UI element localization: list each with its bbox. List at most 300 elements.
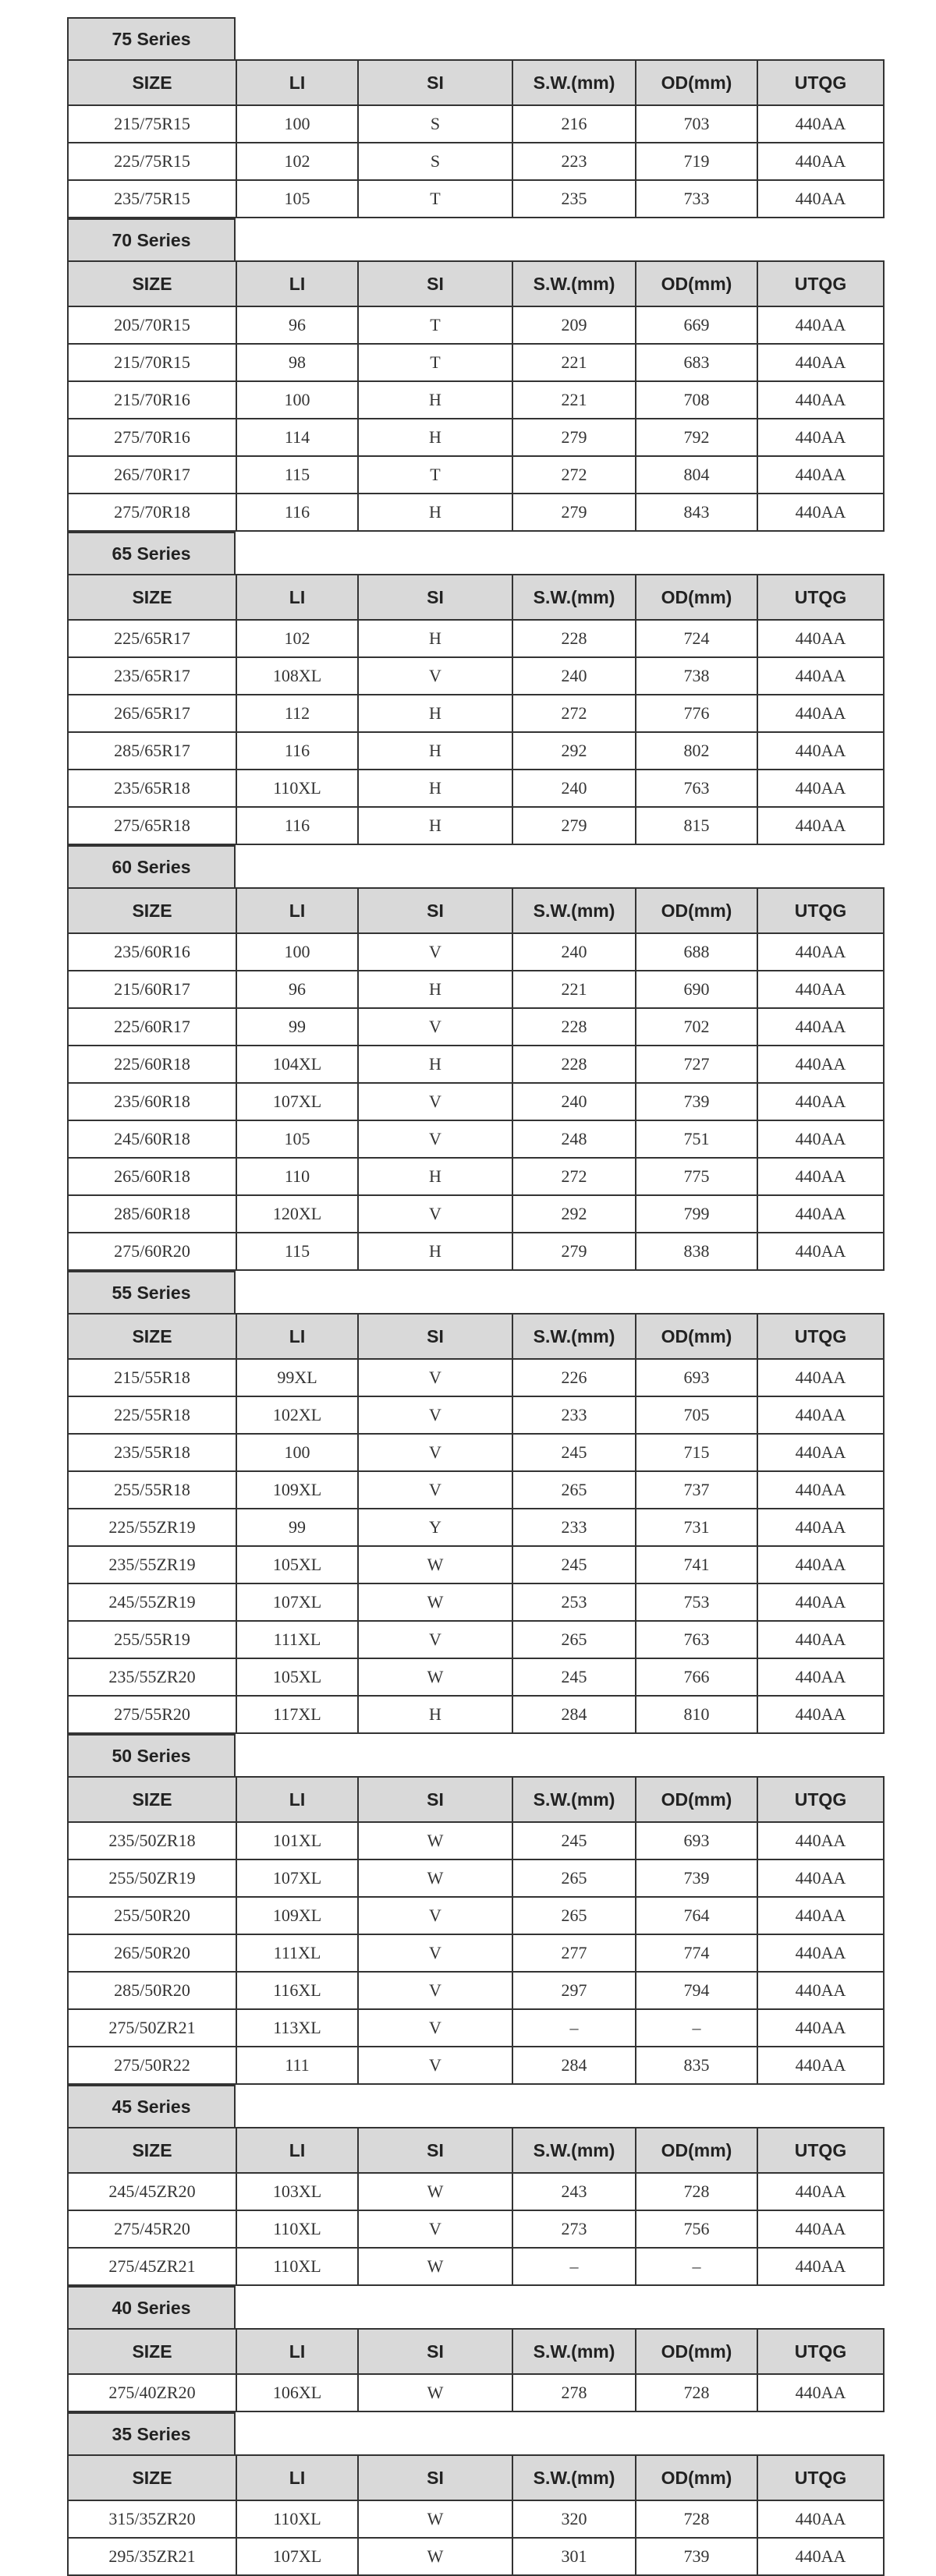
table-row [68, 1120, 884, 1158]
cell-si: H [358, 971, 512, 1008]
cell-size: 275/45ZR21 [68, 2248, 236, 2285]
cell-si: V [358, 1897, 512, 1934]
cell-li: 120XL [236, 1195, 358, 1233]
cell-sw: 320 [512, 2500, 636, 2538]
cell-si: W [358, 2173, 512, 2210]
cell-li: 110XL [236, 2500, 358, 2538]
cell-sw: 245 [512, 1658, 636, 1696]
cell-li: 96 [236, 306, 358, 344]
cell-size: 235/65R17 [68, 657, 236, 695]
cell-od: 835 [636, 2047, 757, 2084]
table-row [68, 657, 884, 695]
cell-od: 719 [636, 143, 757, 180]
cell-utqg: 440AA [757, 2538, 884, 2575]
cell-od: 705 [636, 1396, 757, 1434]
column-header-si: SI [358, 2128, 512, 2173]
cell-od: 802 [636, 732, 757, 770]
cell-li: 107XL [236, 2538, 358, 2575]
cell-li: 102 [236, 143, 358, 180]
cell-utqg: 440AA [757, 1822, 884, 1859]
cell-si: V [358, 1434, 512, 1471]
cell-sw: 228 [512, 620, 636, 657]
cell-utqg: 440AA [757, 381, 884, 419]
table-row [68, 1621, 884, 1658]
cell-utqg: 440AA [757, 456, 884, 494]
cell-od: 728 [636, 2500, 757, 2538]
cell-size: 235/75R15 [68, 180, 236, 218]
column-header-size: SIZE [68, 60, 236, 105]
cell-si: V [358, 1471, 512, 1509]
cell-size: 275/60R20 [68, 1233, 236, 1270]
cell-size: 275/40ZR20 [68, 2374, 236, 2411]
cell-od: 763 [636, 770, 757, 807]
cell-si: H [358, 494, 512, 531]
cell-utqg: 440AA [757, 2173, 884, 2210]
series-label: 40 Series [67, 2286, 236, 2328]
series-block [67, 2412, 883, 2576]
cell-si: H [358, 732, 512, 770]
cell-utqg: 440AA [757, 2248, 884, 2285]
cell-sw: 245 [512, 1434, 636, 1471]
cell-sw: 221 [512, 344, 636, 381]
header-row [68, 2455, 884, 2500]
cell-li: 113XL [236, 2009, 358, 2047]
cell-size: 295/35ZR21 [68, 2538, 236, 2575]
cell-li: 115 [236, 456, 358, 494]
table-row [68, 1822, 884, 1859]
cell-li: 106XL [236, 2374, 358, 2411]
cell-li: 116XL [236, 1972, 358, 2009]
cell-utqg: 440AA [757, 2210, 884, 2248]
cell-li: 100 [236, 105, 358, 143]
cell-utqg: 440AA [757, 2047, 884, 2084]
cell-si: V [358, 1359, 512, 1396]
cell-od: 738 [636, 657, 757, 695]
cell-od: 792 [636, 419, 757, 456]
cell-utqg: 440AA [757, 1120, 884, 1158]
cell-li: 99 [236, 1008, 358, 1046]
cell-size: 255/55R18 [68, 1471, 236, 1509]
cell-size: 285/60R18 [68, 1195, 236, 1233]
cell-od: 741 [636, 1546, 757, 1583]
cell-sw: 216 [512, 105, 636, 143]
cell-li: 104XL [236, 1046, 358, 1083]
cell-li: 111XL [236, 1934, 358, 1972]
cell-sw: 226 [512, 1359, 636, 1396]
cell-od: 799 [636, 1195, 757, 1233]
table-row [68, 456, 884, 494]
cell-od: 728 [636, 2374, 757, 2411]
column-header-li: LI [236, 888, 358, 933]
cell-li: 116 [236, 807, 358, 844]
table-row [68, 1658, 884, 1696]
cell-si: V [358, 1972, 512, 2009]
cell-od: 766 [636, 1658, 757, 1696]
column-header-od: OD(mm) [636, 1777, 757, 1822]
cell-sw: 278 [512, 2374, 636, 2411]
cell-sw: 235 [512, 180, 636, 218]
table-row [68, 2047, 884, 2084]
spec-table [67, 2127, 885, 2286]
cell-li: 105 [236, 1120, 358, 1158]
cell-od: 794 [636, 1972, 757, 2009]
table-row [68, 1934, 884, 1972]
table-row [68, 2538, 884, 2575]
header-row [68, 60, 884, 105]
cell-li: 96 [236, 971, 358, 1008]
cell-od: 756 [636, 2210, 757, 2248]
cell-li: 107XL [236, 1083, 358, 1120]
cell-od: 733 [636, 180, 757, 218]
cell-size: 315/35ZR20 [68, 2500, 236, 2538]
cell-od: 804 [636, 456, 757, 494]
cell-od: 715 [636, 1434, 757, 1471]
table-row [68, 2210, 884, 2248]
header-row [68, 1777, 884, 1822]
cell-sw: 301 [512, 2538, 636, 2575]
cell-si: V [358, 933, 512, 971]
cell-size: 225/55ZR19 [68, 1509, 236, 1546]
cell-size: 235/55R18 [68, 1434, 236, 1471]
table-row [68, 143, 884, 180]
cell-utqg: 440AA [757, 732, 884, 770]
cell-si: H [358, 419, 512, 456]
cell-li: 103XL [236, 2173, 358, 2210]
column-header-sw: S.W.(mm) [512, 1314, 636, 1359]
cell-od: 693 [636, 1822, 757, 1859]
cell-si: W [358, 1546, 512, 1583]
cell-li: 105XL [236, 1546, 358, 1583]
cell-sw: 265 [512, 1859, 636, 1897]
cell-si: V [358, 657, 512, 695]
header-row [68, 1314, 884, 1359]
cell-utqg: 440AA [757, 1008, 884, 1046]
cell-sw: – [512, 2248, 636, 2285]
cell-si: V [358, 1621, 512, 1658]
cell-li: 111 [236, 2047, 358, 2084]
cell-sw: 233 [512, 1509, 636, 1546]
cell-li: 99XL [236, 1359, 358, 1396]
cell-sw: 228 [512, 1046, 636, 1083]
cell-si: W [358, 2374, 512, 2411]
column-header-si: SI [358, 261, 512, 306]
cell-size: 275/50ZR21 [68, 2009, 236, 2047]
column-header-sw: S.W.(mm) [512, 888, 636, 933]
column-header-li: LI [236, 1777, 358, 1822]
column-header-utqg: UTQG [757, 2455, 884, 2500]
column-header-utqg: UTQG [757, 1314, 884, 1359]
cell-od: 753 [636, 1583, 757, 1621]
cell-li: 105XL [236, 1658, 358, 1696]
column-header-li: LI [236, 2455, 358, 2500]
column-header-od: OD(mm) [636, 60, 757, 105]
cell-sw: 221 [512, 381, 636, 419]
cell-sw: 279 [512, 494, 636, 531]
cell-size: 225/65R17 [68, 620, 236, 657]
cell-si: T [358, 180, 512, 218]
cell-size: 265/50R20 [68, 1934, 236, 1972]
table-row [68, 1434, 884, 1471]
column-header-utqg: UTQG [757, 1777, 884, 1822]
cell-size: 235/50ZR18 [68, 1822, 236, 1859]
cell-sw: 228 [512, 1008, 636, 1046]
column-header-sw: S.W.(mm) [512, 261, 636, 306]
cell-od: 724 [636, 620, 757, 657]
cell-utqg: 440AA [757, 306, 884, 344]
cell-sw: 279 [512, 1233, 636, 1270]
spec-table [67, 1313, 885, 1734]
cell-si: W [358, 1583, 512, 1621]
column-header-od: OD(mm) [636, 1314, 757, 1359]
cell-sw: 292 [512, 1195, 636, 1233]
cell-utqg: 440AA [757, 933, 884, 971]
column-header-size: SIZE [68, 2329, 236, 2374]
cell-od: 708 [636, 381, 757, 419]
cell-od: – [636, 2009, 757, 2047]
cell-li: 101XL [236, 1822, 358, 1859]
column-header-li: LI [236, 2128, 358, 2173]
cell-si: W [358, 1859, 512, 1897]
column-header-od: OD(mm) [636, 888, 757, 933]
table-row [68, 1897, 884, 1934]
cell-size: 215/70R16 [68, 381, 236, 419]
cell-sw: 277 [512, 1934, 636, 1972]
table-row [68, 1696, 884, 1733]
cell-li: 111XL [236, 1621, 358, 1658]
table-row [68, 807, 884, 844]
table-row [68, 1396, 884, 1434]
cell-utqg: 440AA [757, 105, 884, 143]
cell-li: 116 [236, 494, 358, 531]
cell-sw: 265 [512, 1897, 636, 1934]
cell-size: 245/60R18 [68, 1120, 236, 1158]
table-row [68, 2173, 884, 2210]
column-header-si: SI [358, 2455, 512, 2500]
cell-utqg: 440AA [757, 1233, 884, 1270]
cell-size: 235/60R16 [68, 933, 236, 971]
cell-utqg: 440AA [757, 1934, 884, 1972]
cell-si: H [358, 1046, 512, 1083]
cell-si: V [358, 2009, 512, 2047]
cell-li: 116 [236, 732, 358, 770]
header-row [68, 261, 884, 306]
cell-sw: 240 [512, 770, 636, 807]
table-row [68, 1195, 884, 1233]
cell-od: 775 [636, 1158, 757, 1195]
column-header-od: OD(mm) [636, 2329, 757, 2374]
table-row [68, 1583, 884, 1621]
series-label: 45 Series [67, 2085, 236, 2127]
table-row [68, 1359, 884, 1396]
table-row [68, 2374, 884, 2411]
cell-sw: 265 [512, 1471, 636, 1509]
series-label: 50 Series [67, 1734, 236, 1776]
series-label: 75 Series [67, 17, 236, 59]
series-label: 35 Series [67, 2412, 236, 2454]
table-row [68, 1083, 884, 1120]
column-header-utqg: UTQG [757, 261, 884, 306]
cell-si: H [358, 807, 512, 844]
cell-sw: 253 [512, 1583, 636, 1621]
column-header-si: SI [358, 1314, 512, 1359]
column-header-size: SIZE [68, 2128, 236, 2173]
column-header-li: LI [236, 575, 358, 620]
cell-utqg: 440AA [757, 657, 884, 695]
table-row [68, 2500, 884, 2538]
cell-li: 117XL [236, 1696, 358, 1733]
column-header-si: SI [358, 575, 512, 620]
cell-li: 110XL [236, 770, 358, 807]
spec-table [67, 1776, 885, 2085]
cell-sw: 209 [512, 306, 636, 344]
cell-od: 688 [636, 933, 757, 971]
cell-si: V [358, 1195, 512, 1233]
cell-utqg: 440AA [757, 620, 884, 657]
column-header-li: LI [236, 60, 358, 105]
spec-table [67, 574, 885, 845]
cell-od: 739 [636, 1859, 757, 1897]
column-header-size: SIZE [68, 575, 236, 620]
cell-od: 810 [636, 1696, 757, 1733]
header-row [68, 2329, 884, 2374]
cell-si: V [358, 1120, 512, 1158]
cell-li: 114 [236, 419, 358, 456]
series-label: 55 Series [67, 1271, 236, 1313]
cell-si: T [358, 306, 512, 344]
cell-sw: 233 [512, 1396, 636, 1434]
cell-size: 225/55R18 [68, 1396, 236, 1434]
cell-si: V [358, 1083, 512, 1120]
cell-sw: 272 [512, 456, 636, 494]
cell-si: H [358, 695, 512, 732]
cell-utqg: 440AA [757, 2374, 884, 2411]
cell-li: 100 [236, 381, 358, 419]
cell-utqg: 440AA [757, 1046, 884, 1083]
cell-li: 99 [236, 1509, 358, 1546]
cell-size: 285/50R20 [68, 1972, 236, 2009]
cell-size: 275/45R20 [68, 2210, 236, 2248]
cell-od: 693 [636, 1359, 757, 1396]
cell-utqg: 440AA [757, 1546, 884, 1583]
cell-od: 702 [636, 1008, 757, 1046]
cell-size: 265/60R18 [68, 1158, 236, 1195]
cell-utqg: 440AA [757, 1158, 884, 1195]
header-row [68, 575, 884, 620]
cell-size: 225/60R18 [68, 1046, 236, 1083]
series-label: 65 Series [67, 532, 236, 574]
table-row [68, 1046, 884, 1083]
cell-utqg: 440AA [757, 1509, 884, 1546]
table-row [68, 1859, 884, 1897]
cell-size: 245/45ZR20 [68, 2173, 236, 2210]
table-row [68, 620, 884, 657]
cell-sw: 279 [512, 807, 636, 844]
cell-sw: 284 [512, 1696, 636, 1733]
cell-si: H [358, 620, 512, 657]
cell-sw: 272 [512, 1158, 636, 1195]
series-block [67, 1734, 883, 2085]
series-block [67, 17, 883, 218]
cell-size: 235/55ZR19 [68, 1546, 236, 1583]
cell-od: 843 [636, 494, 757, 531]
cell-si: V [358, 2047, 512, 2084]
table-row [68, 770, 884, 807]
cell-si: W [358, 2500, 512, 2538]
cell-utqg: 440AA [757, 770, 884, 807]
cell-utqg: 440AA [757, 1396, 884, 1434]
column-header-size: SIZE [68, 1314, 236, 1359]
cell-si: S [358, 105, 512, 143]
column-header-utqg: UTQG [757, 60, 884, 105]
cell-size: 275/50R22 [68, 2047, 236, 2084]
spec-table [67, 59, 885, 218]
cell-utqg: 440AA [757, 419, 884, 456]
cell-si: S [358, 143, 512, 180]
cell-si: V [358, 1396, 512, 1434]
table-row [68, 180, 884, 218]
cell-size: 225/60R17 [68, 1008, 236, 1046]
cell-size: 205/70R15 [68, 306, 236, 344]
cell-li: 102 [236, 620, 358, 657]
table-row [68, 695, 884, 732]
cell-sw: 279 [512, 419, 636, 456]
cell-si: V [358, 2210, 512, 2248]
cell-utqg: 440AA [757, 143, 884, 180]
column-header-od: OD(mm) [636, 261, 757, 306]
cell-utqg: 440AA [757, 1083, 884, 1120]
cell-sw: – [512, 2009, 636, 2047]
column-header-si: SI [358, 1777, 512, 1822]
table-row [68, 2009, 884, 2047]
table-row [68, 344, 884, 381]
spec-table [67, 260, 885, 532]
series-block [67, 2286, 883, 2412]
column-header-utqg: UTQG [757, 888, 884, 933]
cell-utqg: 440AA [757, 1859, 884, 1897]
cell-li: 98 [236, 344, 358, 381]
cell-utqg: 440AA [757, 1583, 884, 1621]
cell-utqg: 440AA [757, 1897, 884, 1934]
cell-li: 100 [236, 1434, 358, 1471]
cell-li: 109XL [236, 1471, 358, 1509]
table-row [68, 2248, 884, 2285]
cell-od: 815 [636, 807, 757, 844]
cell-sw: 297 [512, 1972, 636, 2009]
header-row [68, 2128, 884, 2173]
column-header-si: SI [358, 888, 512, 933]
column-header-size: SIZE [68, 1777, 236, 1822]
column-header-od: OD(mm) [636, 575, 757, 620]
cell-si: W [358, 2248, 512, 2285]
cell-size: 265/65R17 [68, 695, 236, 732]
cell-li: 110XL [236, 2210, 358, 2248]
column-header-si: SI [358, 60, 512, 105]
cell-sw: 284 [512, 2047, 636, 2084]
cell-si: H [358, 381, 512, 419]
cell-utqg: 440AA [757, 180, 884, 218]
cell-sw: 273 [512, 2210, 636, 2248]
cell-od: 737 [636, 1471, 757, 1509]
cell-od: 776 [636, 695, 757, 732]
column-header-od: OD(mm) [636, 2128, 757, 2173]
column-header-size: SIZE [68, 888, 236, 933]
column-header-utqg: UTQG [757, 2329, 884, 2374]
cell-od: 739 [636, 1083, 757, 1120]
table-row [68, 1233, 884, 1270]
table-row [68, 1509, 884, 1546]
cell-od: 739 [636, 2538, 757, 2575]
cell-si: H [358, 1233, 512, 1270]
